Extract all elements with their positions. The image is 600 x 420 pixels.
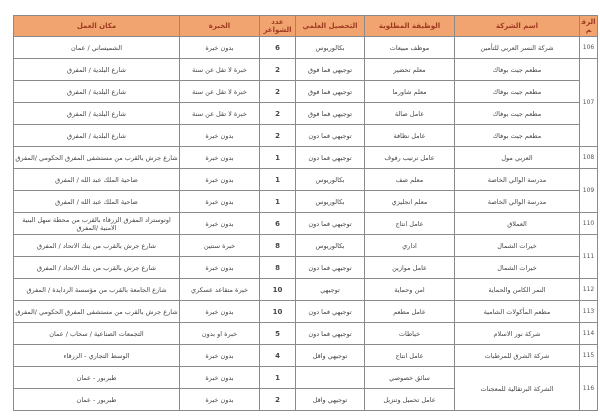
- table-row: [14, 125, 598, 147]
- cell-job: عامل انتاج: [365, 345, 455, 367]
- column-header-company: اسم الشركة: [455, 16, 580, 37]
- cell-loc: ضاحية الملك عبد الله / المفرق: [14, 191, 180, 213]
- cell-vac: 2: [260, 125, 296, 147]
- cell-exp: خبرة او بدون: [180, 323, 260, 345]
- cell-vac: 2: [260, 103, 296, 125]
- cell-edu: توجيهي فما دون: [296, 147, 365, 169]
- cell-loc: طبربور - عمان: [14, 389, 180, 411]
- table-body: [14, 37, 598, 411]
- table-row: [14, 81, 598, 103]
- cell-edu: توجيهي: [296, 279, 365, 301]
- cell-exp: بدون خبرة: [180, 191, 260, 213]
- cell-company: شركة النسر العربي للتأمين: [455, 37, 580, 59]
- cell-job: عامل صالة: [365, 103, 455, 125]
- column-header-education: التحصيل العلمي: [296, 16, 365, 37]
- table-row: [14, 257, 598, 279]
- cell-num: 106: [580, 37, 598, 59]
- cell-vac: 8: [260, 235, 296, 257]
- column-header-job: الوظيفة المطلوبة: [365, 16, 455, 37]
- cell-loc: الشميساني / عمان: [14, 37, 180, 59]
- cell-exp: خبرة لا تقل عن سنة: [180, 103, 260, 125]
- cell-exp: بدون خبرة: [180, 125, 260, 147]
- cell-loc: شارع الجامعة بالقرب من مؤسسة الردايدة / المفرق: [14, 279, 180, 301]
- cell-company: مطعم المأكولات الشامية: [455, 301, 580, 323]
- cell-num: 108: [580, 147, 598, 169]
- cell-exp: بدون خبرة: [180, 257, 260, 279]
- cell-loc: طبربور - عمان: [14, 367, 180, 389]
- cell-job: موظف مبيعات: [365, 37, 455, 59]
- cell-loc: التجمعات الصناعية / سحاب / عمان: [14, 323, 180, 345]
- cell-vac: 6: [260, 213, 296, 235]
- cell-vac: 2: [260, 81, 296, 103]
- cell-vac: 5: [260, 323, 296, 345]
- cell-loc: شارع البلدية / المفرق: [14, 59, 180, 81]
- table-row: [14, 345, 598, 367]
- cell-edu: بكالوريوس: [296, 191, 365, 213]
- vacancies-sheet: [13, 15, 598, 411]
- cell-exp: خبرة سنتين: [180, 235, 260, 257]
- cell-exp: بدون خبرة: [180, 345, 260, 367]
- cell-company: مدرسة الوالي الخاصة: [455, 169, 580, 191]
- cell-company: مدرسة الوالي الخاصة: [455, 191, 580, 213]
- table-row: [14, 279, 598, 301]
- cell-exp: بدون خبرة: [180, 389, 260, 411]
- cell-num: 115: [580, 345, 598, 367]
- cell-exp: خبرة متقاعد عسكري: [180, 279, 260, 301]
- cell-loc: شارع جرش بالقرب من بنك الاتحاد / المفرق: [14, 235, 180, 257]
- column-header-number: الرقم: [580, 16, 598, 37]
- table-row: [14, 235, 598, 257]
- cell-loc: شارع البلدية / المفرق: [14, 125, 180, 147]
- cell-job: معلم شاورما: [365, 81, 455, 103]
- cell-vac: 2: [260, 59, 296, 81]
- cell-job: امن وحماية: [365, 279, 455, 301]
- column-header-location: مكان العمل: [14, 16, 180, 37]
- cell-num: 114: [580, 323, 598, 345]
- cell-edu: توجيهي فما فوق: [296, 103, 365, 125]
- cell-num: 110: [580, 213, 598, 235]
- cell-num: 112: [580, 279, 598, 301]
- cell-exp: خبرة لا تقل عن سنة: [180, 59, 260, 81]
- cell-vac: 2: [260, 389, 296, 411]
- cell-company: النمر الكامن والحماية: [455, 279, 580, 301]
- table-row: [14, 103, 598, 125]
- cell-exp: خبرة لا تقل عن سنة: [180, 81, 260, 103]
- cell-job: اداري: [365, 235, 455, 257]
- cell-job: معلم انجليزي: [365, 191, 455, 213]
- cell-loc: شارع البلدية / المفرق: [14, 103, 180, 125]
- cell-loc: شارع جرش بالقرب من مستشفى المفرق الحكومي /المفرق: [14, 301, 180, 323]
- cell-num: 111: [580, 235, 598, 279]
- cell-company: مطعم جيت بوفاك: [455, 59, 580, 81]
- cell-loc: شارع جرش بالقرب من بنك الاتحاد / المفرق: [14, 257, 180, 279]
- cell-edu: توجيهي فما دون: [296, 323, 365, 345]
- table-row: [14, 213, 598, 235]
- cell-edu: بكالوريوس: [296, 235, 365, 257]
- cell-exp: بدون خبرة: [180, 213, 260, 235]
- table-row: [14, 37, 598, 59]
- cell-job: عامل انتاج: [365, 213, 455, 235]
- cell-company: العملاق: [455, 213, 580, 235]
- cell-vac: 10: [260, 279, 296, 301]
- cell-num: 113: [580, 301, 598, 323]
- cell-company: شركة الشرق للمرطبات: [455, 345, 580, 367]
- column-header-experience: الخبرة: [180, 16, 260, 37]
- cell-edu: بكالوريوس: [296, 169, 365, 191]
- cell-edu: توجيهي فما دون: [296, 257, 365, 279]
- cell-edu: توجيهي فما دون: [296, 301, 365, 323]
- cell-job: خياطات: [365, 323, 455, 345]
- cell-company: العربي مول: [455, 147, 580, 169]
- cell-edu: توجيهي فما دون: [296, 125, 365, 147]
- vacancies-table: [13, 15, 598, 411]
- table-header: [14, 16, 598, 37]
- cell-vac: 1: [260, 367, 296, 389]
- cell-company: خيرات الشمال: [455, 235, 580, 257]
- cell-edu: توجيهي فما دون: [296, 213, 365, 235]
- column-header-vacancies: عدد الشواغر: [260, 16, 296, 37]
- cell-job: معلم صف: [365, 169, 455, 191]
- cell-exp: بدون خبرة: [180, 147, 260, 169]
- cell-edu: [296, 367, 365, 389]
- cell-company: مطعم جيت بوفاك: [455, 103, 580, 125]
- cell-exp: بدون خبرة: [180, 367, 260, 389]
- cell-job: معلم تحضير: [365, 59, 455, 81]
- table-row: [14, 323, 598, 345]
- cell-edu: توجيهي فما فوق: [296, 59, 365, 81]
- cell-num: 109: [580, 169, 598, 213]
- cell-vac: 10: [260, 301, 296, 323]
- table-row: [14, 367, 598, 389]
- cell-company: الشركة البرتقالية للمعجنات: [455, 367, 580, 411]
- cell-company: شركة نور الاسلام: [455, 323, 580, 345]
- cell-job: عامل ترتيب رفوف: [365, 147, 455, 169]
- cell-vac: 8: [260, 257, 296, 279]
- cell-edu: توجيهي واقل: [296, 389, 365, 411]
- cell-vac: 1: [260, 169, 296, 191]
- cell-exp: بدون خبرة: [180, 301, 260, 323]
- cell-edu: بكالوريوس: [296, 37, 365, 59]
- cell-edu: توجيهي واقل: [296, 345, 365, 367]
- table-row: [14, 147, 598, 169]
- cell-vac: 1: [260, 191, 296, 213]
- cell-job: عامل مطعم: [365, 301, 455, 323]
- cell-loc: اوتوستراد المفرق الزرقاء بالقرب من محطة سهل البنية الامنية /المفرق: [14, 213, 180, 235]
- cell-company: مطعم جيت بوفاك: [455, 81, 580, 103]
- cell-vac: 4: [260, 345, 296, 367]
- cell-edu: توجيهي فما فوق: [296, 81, 365, 103]
- table-row: [14, 191, 598, 213]
- cell-vac: 6: [260, 37, 296, 59]
- cell-job: عامل موازين: [365, 257, 455, 279]
- cell-num: 116: [580, 367, 598, 411]
- header-row: [14, 16, 598, 37]
- table-row: [14, 59, 598, 81]
- cell-loc: شارع جرش بالقرب من مستشفى المفرق الحكومي /المفرق: [14, 147, 180, 169]
- cell-exp: بدون خبرة: [180, 37, 260, 59]
- cell-loc: الوسط التجاري - الزرقاء: [14, 345, 180, 367]
- cell-loc: ضاحية الملك عبد الله / المفرق: [14, 169, 180, 191]
- cell-vac: 1: [260, 147, 296, 169]
- table-row: [14, 169, 598, 191]
- cell-loc: شارع البلدية / المفرق: [14, 81, 180, 103]
- cell-job: عامل نظافة: [365, 125, 455, 147]
- cell-company: مطعم جيت بوفاك: [455, 125, 580, 147]
- cell-job: عامل تحميل وتنزيل: [365, 389, 455, 411]
- cell-job: سائق خصوصي: [365, 367, 455, 389]
- table-row: [14, 301, 598, 323]
- cell-num: 107: [580, 59, 598, 147]
- cell-exp: بدون خبرة: [180, 169, 260, 191]
- cell-company: خيرات الشمال: [455, 257, 580, 279]
